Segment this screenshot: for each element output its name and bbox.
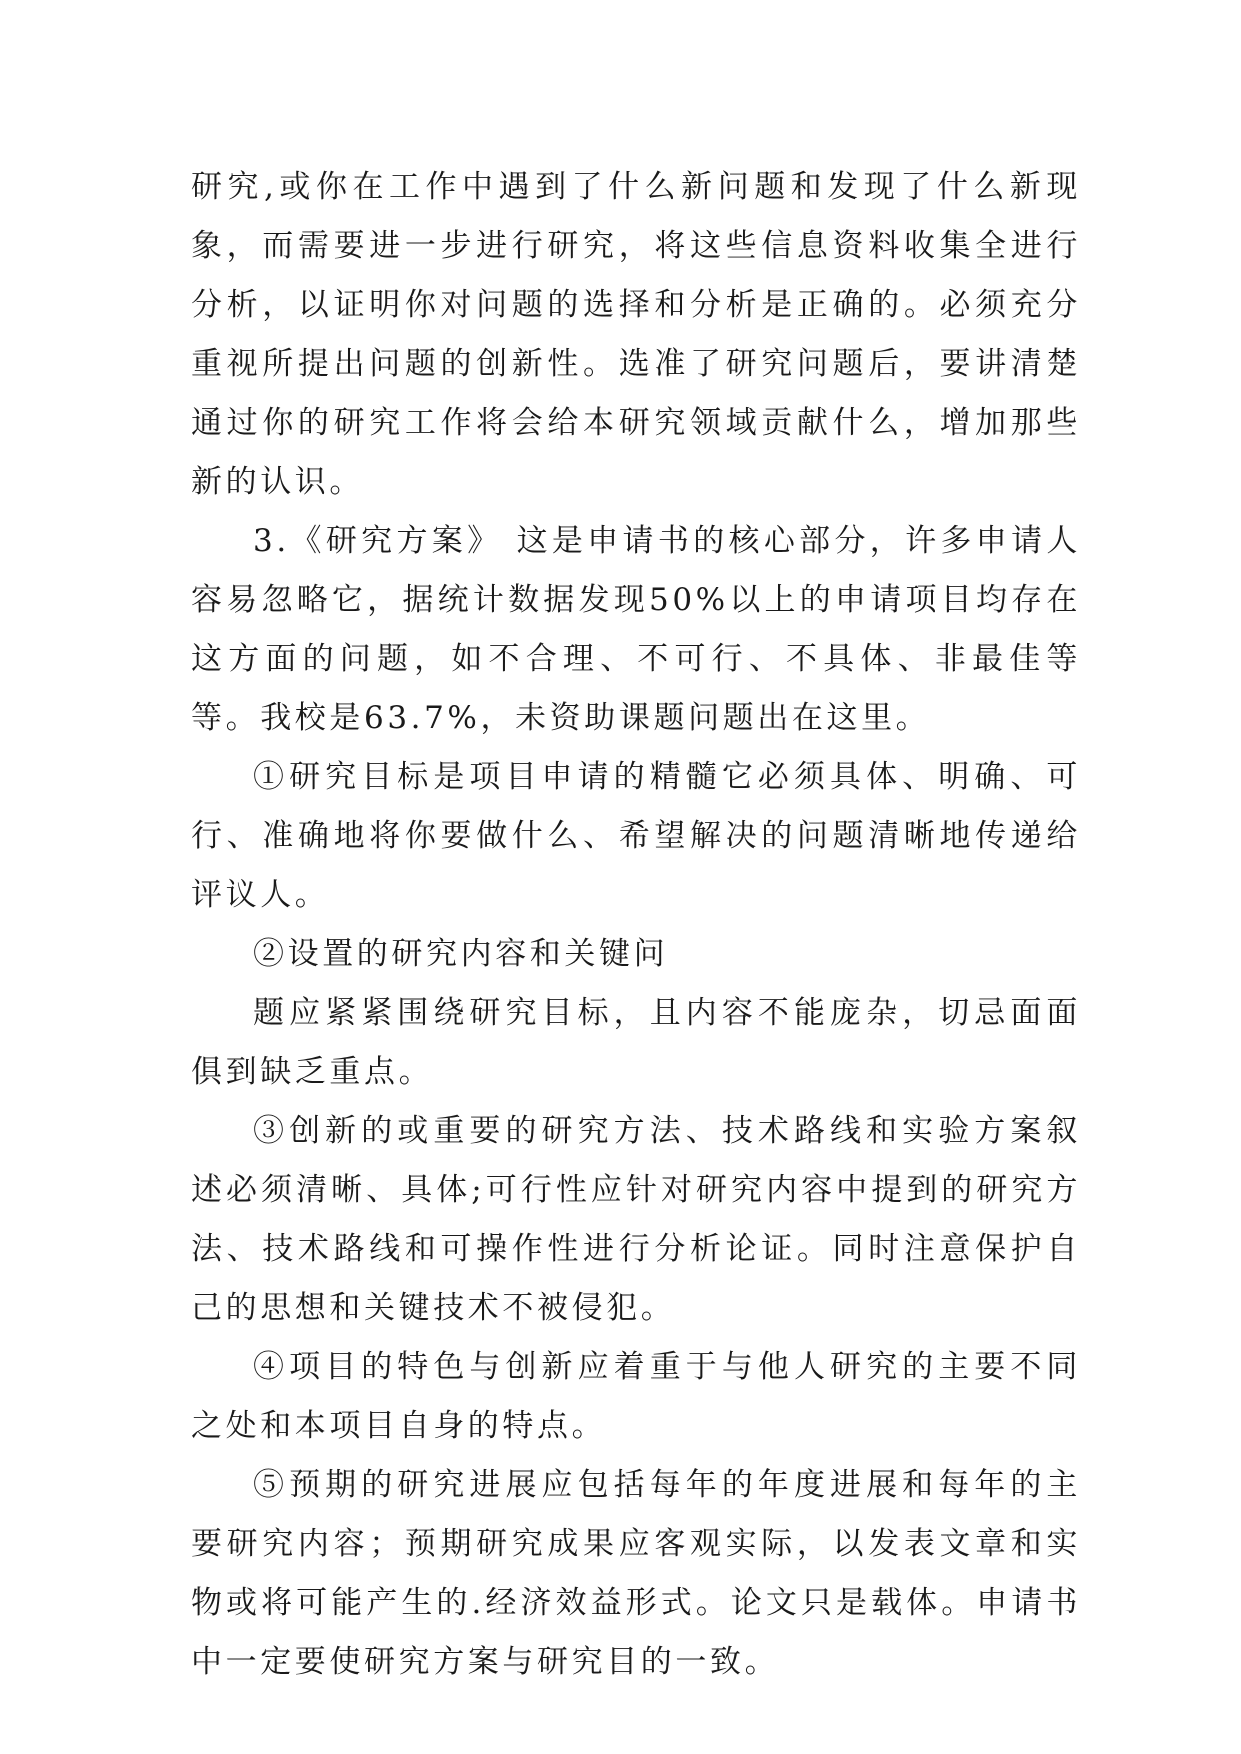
document-body bbox=[191, 158, 1081, 1692]
paragraph-research-plan: 3.《研究方案》 这是申请书的核心部分，许多申请人容易忽略它，据统计数据发现50%以上的申请项目均存在这方面的问题，如不合理、不可行、不具体、非最佳等等。我校是63.7%，未资助课题问题出在这里。 bbox=[191, 523, 1081, 736]
paragraph-item-3: ③创新的或重要的研究方法、技术路线和实验方案叙述必须清晰、具体;可行性应针对研究内容中提到的研究方法、技术路线和可操作性进行分析论证。同时注意保护自己的思想和关键技术不被侵犯。 bbox=[191, 1113, 1081, 1326]
paragraph-item-2: ②设置的研究内容和关键问 bbox=[253, 936, 669, 972]
paragraph-item-5: ⑤预期的研究进展应包括每年的年度进展和每年的主要研究内容；预期研究成果应客观实际，以发表文章和实物或将可能产生的.经济效益形式。论文只是载体。申请书中一定要使研究方案与研究目的一致。 bbox=[191, 1467, 1081, 1680]
paragraph-item-1: ①研究目标是项目申请的精髓它必须具体、明确、可行、准确地将你要做什么、希望解决的问题清晰地传递给评议人。 bbox=[191, 759, 1081, 913]
paragraph-intro-continuation: 研究,或你在工作中遇到了什么新问题和发现了什么新现象，而需要进一步进行研究，将这些信息资料收集全进行分析，以证明你对问题的选择和分析是正确的。必须充分重视所提出问题的创新性。选准了研究问题后，要讲清楚通过你的研究工作将会给本研究领域贡献什么，增加那些新的认识。 bbox=[191, 169, 1081, 500]
paragraph-item-2-continued: 题应紧紧围绕研究目标，且内容不能庞杂，切忌面面俱到缺乏重点。 bbox=[191, 995, 1081, 1090]
paragraph-item-4: ④项目的特色与创新应着重于与他人研究的主要不同之处和本项目自身的特点。 bbox=[191, 1349, 1081, 1444]
